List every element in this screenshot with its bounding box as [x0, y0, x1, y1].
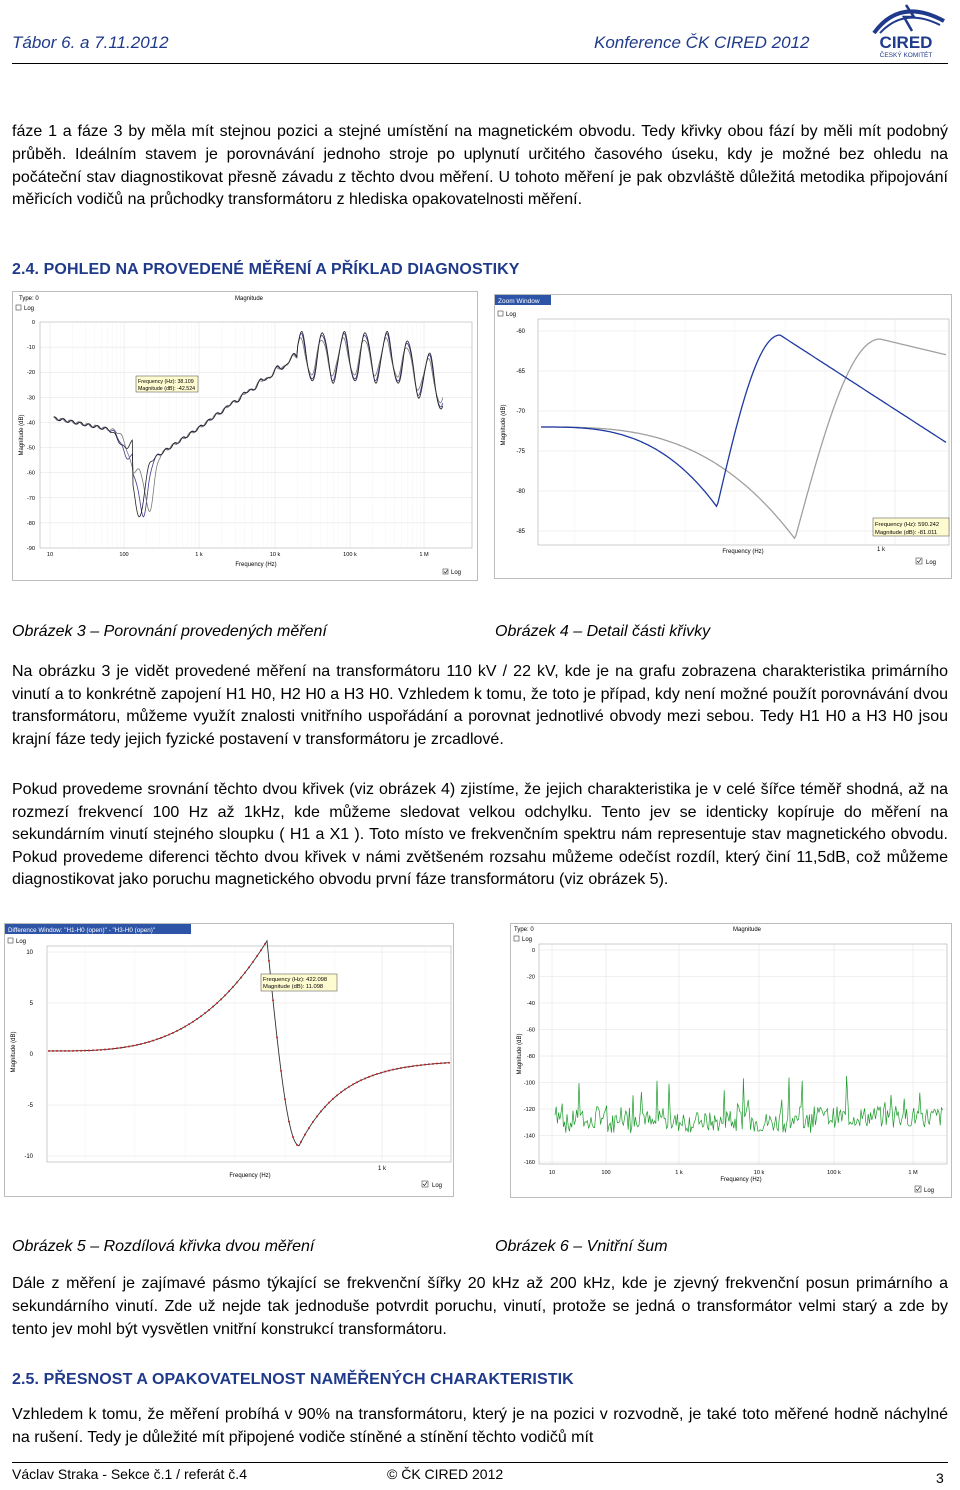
- fig5-marker: [256, 955, 258, 957]
- fig6-ytick-label: -140: [523, 1133, 535, 1140]
- fig5-marker: [172, 1032, 174, 1034]
- fig6-ytick-label: -100: [523, 1080, 535, 1087]
- fig5-marker: [228, 990, 230, 992]
- fig5-marker: [128, 1045, 130, 1047]
- fig5-marker: [316, 1115, 318, 1117]
- fig5-marker: [308, 1127, 310, 1129]
- fig3-type-label: Type: 0: [19, 296, 39, 302]
- fig5-marker: [416, 1065, 418, 1067]
- fig5-marker: [372, 1074, 374, 1076]
- fig5-marker: [112, 1048, 114, 1050]
- fig5-marker: [448, 1062, 450, 1064]
- fig5-marker: [412, 1065, 414, 1067]
- fig5-marker: [348, 1086, 350, 1088]
- fig3-ytick-label: -20: [26, 370, 35, 377]
- fig5-marker: [332, 1098, 334, 1100]
- fig6-xtick-label: 10: [548, 1170, 556, 1176]
- fig5-marker: [80, 1050, 82, 1052]
- fig5-marker: [64, 1050, 66, 1052]
- fig6-log-checkbox[interactable]: [514, 936, 519, 941]
- fig5-marker: [192, 1021, 194, 1023]
- fig5-marker: [92, 1049, 94, 1051]
- fig5-marker: [388, 1070, 390, 1072]
- caption-figure-3: Obrázek 3 – Porovnání provedených měření: [12, 623, 327, 640]
- fig5-ylabel: Magnitude (dB): [11, 1031, 17, 1073]
- logo-subtext: ČESKÝ KOMITÉT: [879, 52, 933, 59]
- fig4-ytick-label: -65: [516, 369, 525, 375]
- fig5-marker: [124, 1046, 126, 1048]
- fig4-window-title: Zoom Window: [498, 298, 540, 305]
- fig3-title: Magnitude: [235, 296, 264, 302]
- fig5-marker: [72, 1050, 74, 1052]
- fig5-ytick-label: 5: [29, 1001, 33, 1007]
- fig5-marker: [260, 949, 262, 951]
- fig5-marker: [380, 1072, 382, 1074]
- fig6-title: Magnitude: [733, 927, 762, 933]
- fig6-plot-area: [539, 944, 947, 1164]
- fig5-marker: [320, 1110, 322, 1112]
- fig5-marker: [48, 1050, 50, 1052]
- fig6-xlabel: Frequency (Hz): [720, 1177, 762, 1183]
- fig3-ylabel: Magnitude (dB): [19, 414, 25, 456]
- fig5-marker: [100, 1049, 102, 1051]
- fig3-ytick-label: -30: [26, 395, 35, 402]
- fig5-xlog-checkbox[interactable]: [422, 1181, 428, 1187]
- fig5-marker: [364, 1077, 366, 1079]
- fig6-xtick-label: 10 k: [753, 1170, 765, 1176]
- fig5-marker: [208, 1009, 210, 1011]
- fig5-log-checkbox[interactable]: [8, 938, 13, 943]
- fig5-marker: [312, 1121, 314, 1123]
- fig5-marker: [428, 1063, 430, 1065]
- fig5-marker: [440, 1062, 442, 1064]
- paragraph-3: Pokud provedeme srovnání těchto dvou křivek (viz obrázek 4) zjistíme, že jejich charakteristika je v celé šířce téměř shodná, až na rozmezí frekvencí 100 Hz až 1kHz, kde můžeme sledovat velkou odchylku. Tento jev se identicky kopíruje do měření na sekundárním vinutí stejného sloupku ( H1 a X1 ). Toto místo ve frekvenčním spektru nám representuje stav magnetického obvodu. Pokud provedeme diferenci těchto dvou křivek v námi zvětšeném rozsahu můžeme odečíst rozdíl, který činí 11,5dB, což můžeme diagnostikovat jako poruchu magnetického obvodu první fáze transformátoru (viz obrázek 5).: [12, 781, 948, 889]
- fig5-marker: [400, 1067, 402, 1069]
- fig5-marker: [368, 1076, 370, 1078]
- fig6-xlog-checkbox[interactable]: [915, 1186, 921, 1192]
- caption-figure-6: Obrázek 6 – Vnitřní šum: [495, 1238, 668, 1255]
- header-right: Konference ČK CIRED 2012: [594, 33, 810, 52]
- fig4-xtick-label: 1 k: [876, 547, 886, 553]
- fig5-marker: [188, 1023, 190, 1025]
- fig6-xtick-label: 1 k: [675, 1170, 683, 1176]
- fig3-ytick-label: 0: [31, 320, 35, 326]
- fig5-marker: [156, 1038, 158, 1040]
- fig5-xlabel: Frequency (Hz): [229, 1173, 271, 1179]
- fig5-marker: [252, 961, 254, 963]
- fig5-marker: [284, 1098, 286, 1100]
- logo-text: CIRED: [879, 33, 933, 52]
- fig5-marker: [224, 994, 226, 996]
- fig5-marker: [376, 1073, 378, 1075]
- fig5-ytick-label: 10: [26, 950, 33, 956]
- fig5-marker: [304, 1134, 306, 1136]
- fig4-ytick-label: -60: [516, 329, 525, 335]
- fig6-log-label: Log: [522, 937, 533, 943]
- fig4-ytick-label: -75: [516, 449, 525, 455]
- fig3-xtick-label: 100 k: [343, 552, 357, 558]
- fig5-marker: [76, 1050, 78, 1052]
- footer-author: Václav Straka - Sekce č.1 / referát č.4: [12, 1466, 247, 1482]
- fig5-marker: [212, 1006, 214, 1008]
- fig5-marker: [280, 1070, 282, 1072]
- fig5-marker: [336, 1094, 338, 1096]
- fig3-ytick-label: -50: [26, 445, 35, 452]
- fig3-xtick-label: 10 k: [269, 552, 281, 558]
- fig3-xtick-label: 100: [119, 552, 129, 558]
- fig5-marker: [324, 1106, 326, 1108]
- fig4-ytick-label: -85: [516, 529, 525, 535]
- fig6-ytick-label: -120: [523, 1107, 535, 1113]
- fig5-marker: [84, 1050, 86, 1052]
- fig5-xtick-label: 1 k: [377, 1166, 387, 1172]
- fig4-tooltip-line-2: Magnitude (dB): -81.011: [875, 530, 938, 536]
- fig5-marker: [392, 1069, 394, 1071]
- fig5-marker: [88, 1049, 90, 1051]
- fig4-xlog-checkbox[interactable]: [916, 558, 922, 564]
- fig6-xtick-label: 100: [601, 1170, 611, 1176]
- fig6-ytick-label: 0: [531, 948, 535, 954]
- fig5-marker: [404, 1066, 406, 1068]
- fig4-ylabel: Magnitude (dB): [501, 404, 507, 446]
- fig5-marker: [148, 1041, 150, 1043]
- figure-3-chart: [13, 292, 477, 580]
- fig6-ytick-label: -40: [526, 1001, 535, 1007]
- header-left: Tábor 6. a 7.11.2012: [12, 33, 169, 52]
- fig5-xticks: [378, 1166, 387, 1172]
- paragraph-5: Vzhledem k tomu, že měření probíhá v 90% na transformátoru, který je na pozici v rozvodně, je také toto měřené hodně náchylné na rušení. Tedy je důležité mít připojené vodiče stíněné a stínění těchto vodičů mít: [12, 1406, 948, 1446]
- fig5-marker: [384, 1071, 386, 1073]
- fig4-xlog-label: Log: [926, 560, 937, 566]
- fig5-marker: [152, 1040, 154, 1042]
- figure-4-chart: [495, 295, 951, 578]
- figure-6-chart: [511, 924, 951, 1197]
- fig5-marker: [220, 998, 222, 1000]
- fig3-ytick-label: -80: [26, 520, 35, 527]
- fig6-ylabel: Magnitude (dB): [517, 1033, 523, 1075]
- fig5-marker: [360, 1079, 362, 1081]
- fig3-xtick-label: 1 k: [195, 552, 203, 558]
- footer-copyright: © ČK CIRED 2012: [387, 1466, 504, 1482]
- fig6-ytick-label: -80: [526, 1054, 535, 1060]
- fig5-marker: [344, 1088, 346, 1090]
- fig6-ytick-label: -160: [523, 1160, 535, 1166]
- fig5-marker: [144, 1042, 146, 1044]
- fig3-xlog-label: Log: [451, 570, 462, 576]
- fig5-tooltip-line-1: Frequency (Hz): 422.098: [263, 977, 328, 983]
- fig3-ytick-label: -60: [26, 470, 35, 477]
- fig5-marker: [232, 986, 234, 988]
- figure-4: [494, 294, 952, 579]
- fig5-marker: [444, 1062, 446, 1064]
- fig4-ytick-label: -80: [516, 489, 525, 495]
- fig4-log-label: Log: [506, 312, 517, 318]
- figure-5: [4, 923, 454, 1197]
- fig5-marker: [56, 1050, 58, 1052]
- fig4-plot-area: [538, 319, 949, 545]
- fig5-marker: [236, 981, 238, 983]
- fig5-marker: [96, 1049, 98, 1051]
- fig6-xtick-label: 1 M: [908, 1170, 918, 1176]
- fig3-ytick-label: -40: [26, 420, 35, 427]
- fig5-marker: [292, 1136, 294, 1138]
- fig6-ytick-label: -60: [526, 1027, 535, 1034]
- paragraph-1: fáze 1 a fáze 3 by měla mít stejnou pozici a stejné umístění na magnetickém obvodu. Tedy křivky obou fází by měli mít podobný průběh. Ideálním stavem je porovnávání jednoho stroje po uplynutí určitého časového úseku, kdy je možné bez ohledu na počáteční stav diagnostikovat přesně závadu z těchto dvou měření. U tohoto měření je pak obzvláště důležitá metodika připojování měřicích vodičů na průchodky transformátoru z hlediska opakovatelnosti měření.: [12, 123, 948, 209]
- fig3-xlabel: Frequency (Hz): [235, 562, 277, 568]
- fig5-marker: [176, 1030, 178, 1032]
- fig5-marker: [328, 1102, 330, 1104]
- fig5-marker: [120, 1047, 122, 1049]
- fig5-marker: [268, 960, 270, 962]
- fig5-marker: [68, 1050, 70, 1052]
- fig3-xtick-label: 10: [46, 552, 54, 558]
- fig5-marker: [296, 1144, 298, 1146]
- paragraph-2: Na obrázku 3 je vidět provedené měření na transformátoru 110 kV / 22 kV, kde je na grafu zobrazena charakteristika primárního vinutí a to konkrétně zapojení H1 H0, H2 H0 a H3 H0. Vzhledem k tomu, že toto je případ, kdy není možné použít porovnávání dvou transformátoru, můžeme využít znalosti vnitřního uspořádání a porovnat jednotlivé obvody mezi sebou. Tedy H1 H0 a H3 H0 jsou krajní fáze tedy jejich fyzické postavení v transformátoru je zrcadlové.: [12, 663, 948, 748]
- fig5-ytick-label: -10: [24, 1154, 33, 1160]
- fig5-marker: [408, 1066, 410, 1068]
- fig5-marker: [132, 1045, 134, 1047]
- fig5-marker: [104, 1049, 106, 1051]
- fig3-ytick-label: -10: [26, 345, 35, 352]
- fig5-marker: [264, 943, 266, 945]
- figure-5-chart: [5, 924, 453, 1196]
- fig5-marker: [184, 1026, 186, 1028]
- caption-figure-5: Obrázek 5 – Rozdílová křivka dvou měření: [12, 1238, 315, 1255]
- fig4-ytick-label: -70: [516, 409, 525, 415]
- cired-logo: [860, 3, 952, 59]
- fig3-tooltip-line-1: Frequency (Hz): 38.109: [138, 379, 194, 385]
- fig3-xtick-label: 1 M: [419, 552, 429, 558]
- fig5-log-label: Log: [16, 939, 27, 945]
- fig5-marker: [160, 1037, 162, 1039]
- fig5-marker: [272, 999, 274, 1001]
- heading-2-5: 2.5. PŘESNOST A OPAKOVATELNOST NAMĚŘENÝCH CHARAKTERISTIK: [12, 1371, 574, 1388]
- fig5-marker: [164, 1035, 166, 1037]
- fig4-xticks: [877, 547, 886, 553]
- fig5-marker: [420, 1064, 422, 1066]
- fig3-tooltip-line-2: Magnitude (dB): -42.524: [138, 386, 196, 392]
- fig5-ytick-label: -5: [27, 1103, 33, 1109]
- fig5-marker: [108, 1048, 110, 1050]
- figure-3: [12, 291, 478, 581]
- fig3-log-checkbox[interactable]: [16, 305, 21, 310]
- fig5-marker: [396, 1068, 398, 1070]
- fig5-marker: [116, 1047, 118, 1049]
- paragraph-4: Dále z měření je zajímavé pásmo týkající se frekvenční šířky 20 kHz až 200 kHz, kde je zjevný frekvenční posun primárního a sekundárního vinutí. Zde už nejde tak jednoduše potvrdit poruchu, vinutí, protože se jedná o transformátor velmi starý a zde by tento jev mohl být vysvětlen vnitřní konstrukcí transformátoru.: [12, 1275, 948, 1338]
- fig5-marker: [204, 1012, 206, 1014]
- fig3-plot-area: [40, 322, 472, 548]
- fig5-marker: [52, 1050, 54, 1052]
- fig5-marker: [136, 1044, 138, 1046]
- caption-figure-4: Obrázek 4 – Detail části křivky: [495, 623, 711, 640]
- fig3-ytick-label: -70: [26, 495, 35, 502]
- figure-6: [510, 923, 952, 1198]
- fig5-xlog-label: Log: [432, 1183, 443, 1189]
- fig5-marker: [240, 977, 242, 979]
- fig5-marker: [424, 1064, 426, 1066]
- fig5-marker: [300, 1141, 302, 1143]
- fig5-ytick-label: 0: [29, 1052, 33, 1058]
- fig4-xlabel: Frequency (Hz): [722, 549, 764, 555]
- fig5-marker: [432, 1063, 434, 1065]
- fig4-log-checkbox[interactable]: [498, 311, 503, 316]
- fig5-marker: [436, 1063, 438, 1065]
- footer-rule: [12, 1462, 948, 1463]
- fig6-type-label: Type: 0: [514, 927, 534, 933]
- fig5-marker: [140, 1043, 142, 1045]
- fig5-window-title: Difference Window: "H1-H0 (open)" - "H3-H0 (open)": [8, 927, 156, 934]
- fig5-tooltip-line-2: Magnitude (dB): 11.098: [263, 984, 324, 990]
- fig6-ytick-label: -20: [526, 974, 535, 981]
- fig5-marker: [180, 1028, 182, 1030]
- fig6-xlog-label: Log: [924, 1188, 935, 1194]
- fig5-marker: [216, 1002, 218, 1004]
- fig3-ytick-label: -90: [26, 546, 35, 552]
- fig4-tooltip-line-1: Frequency (Hz): 590.242: [875, 522, 940, 528]
- fig5-marker: [340, 1091, 342, 1093]
- page-number: 3: [936, 1470, 944, 1486]
- fig5-marker: [60, 1050, 62, 1052]
- fig5-marker: [168, 1034, 170, 1036]
- fig5-marker: [356, 1081, 358, 1083]
- fig5-marker: [196, 1018, 198, 1020]
- fig5-marker: [248, 966, 250, 968]
- logo-bolt: [904, 5, 914, 31]
- fig6-xtick-label: 100 k: [827, 1170, 841, 1176]
- fig5-marker: [244, 972, 246, 974]
- fig5-marker: [352, 1083, 354, 1085]
- heading-2-4: 2.4. POHLED NA PROVEDENÉ MĚŘENÍ A PŘÍKLAD DIAGNOSTIKY: [12, 261, 520, 278]
- fig5-marker: [200, 1015, 202, 1017]
- fig5-marker: [276, 1036, 278, 1038]
- fig3-log-label: Log: [24, 306, 35, 312]
- header-rule: [12, 63, 948, 64]
- fig5-marker: [288, 1121, 290, 1123]
